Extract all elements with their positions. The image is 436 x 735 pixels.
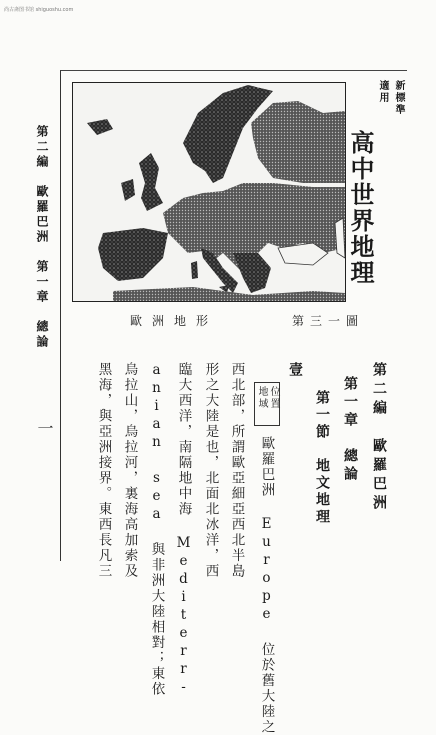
section-heading: 第一節 地文地理 — [314, 390, 330, 526]
europe-relief-map — [72, 82, 346, 302]
item-number: 壹 — [287, 362, 303, 376]
running-header: 第二編 歐羅巴洲 第一章 總論 — [35, 125, 49, 350]
ireland-landmass — [121, 179, 135, 201]
title-prefix-applicable: 適用 — [377, 80, 388, 104]
figure-title: 歐洲地形 — [130, 314, 219, 328]
caspian-sea — [335, 218, 345, 258]
part-heading: 第二編 歐羅巴洲 — [371, 362, 387, 514]
body-line: 形之大陸是也，北面北冰洋，西 — [202, 362, 219, 579]
watermark: 尚古斋图书馆 shiguoshu.com — [4, 7, 74, 13]
book-title: 高中世界地理 — [346, 130, 375, 286]
body-line: 黑海，與亞洲接界。東西長凡三 — [95, 362, 112, 579]
title-prefix-standard: 新標準 — [393, 80, 404, 116]
europe-map-illustration — [73, 83, 345, 301]
iberian-peninsula-landmass — [98, 228, 168, 281]
north-africa-landmass — [113, 287, 345, 301]
item-topic-position: 位置 — [268, 386, 279, 410]
iceland-landmass — [87, 119, 113, 135]
body-line: 西北部，所謂歐亞細亞西北半島 — [228, 362, 245, 579]
item-topic-box — [254, 382, 280, 426]
body-line: 臨大西洋，南隔地中海 Mediterr- — [175, 362, 192, 697]
body-line: anian sea 與非洲大陸相對；東依 — [148, 362, 165, 697]
body-line: 烏拉山，烏拉河，裏海高加索及 — [121, 362, 138, 579]
body-line: 歐羅巴洲 Europe 位於舊大陸之 — [258, 436, 275, 735]
page-number: 一 — [35, 420, 54, 436]
sardinia-corsica — [191, 261, 198, 279]
chapter-heading: 第一章 總論 — [342, 376, 358, 484]
balkan-peninsula-landmass — [233, 253, 271, 293]
finland-landmass — [251, 101, 345, 183]
item-topic-territory: 地域 — [256, 386, 267, 410]
figure-number: 第三一圖 — [292, 314, 365, 328]
great-britain-landmass — [139, 153, 163, 211]
